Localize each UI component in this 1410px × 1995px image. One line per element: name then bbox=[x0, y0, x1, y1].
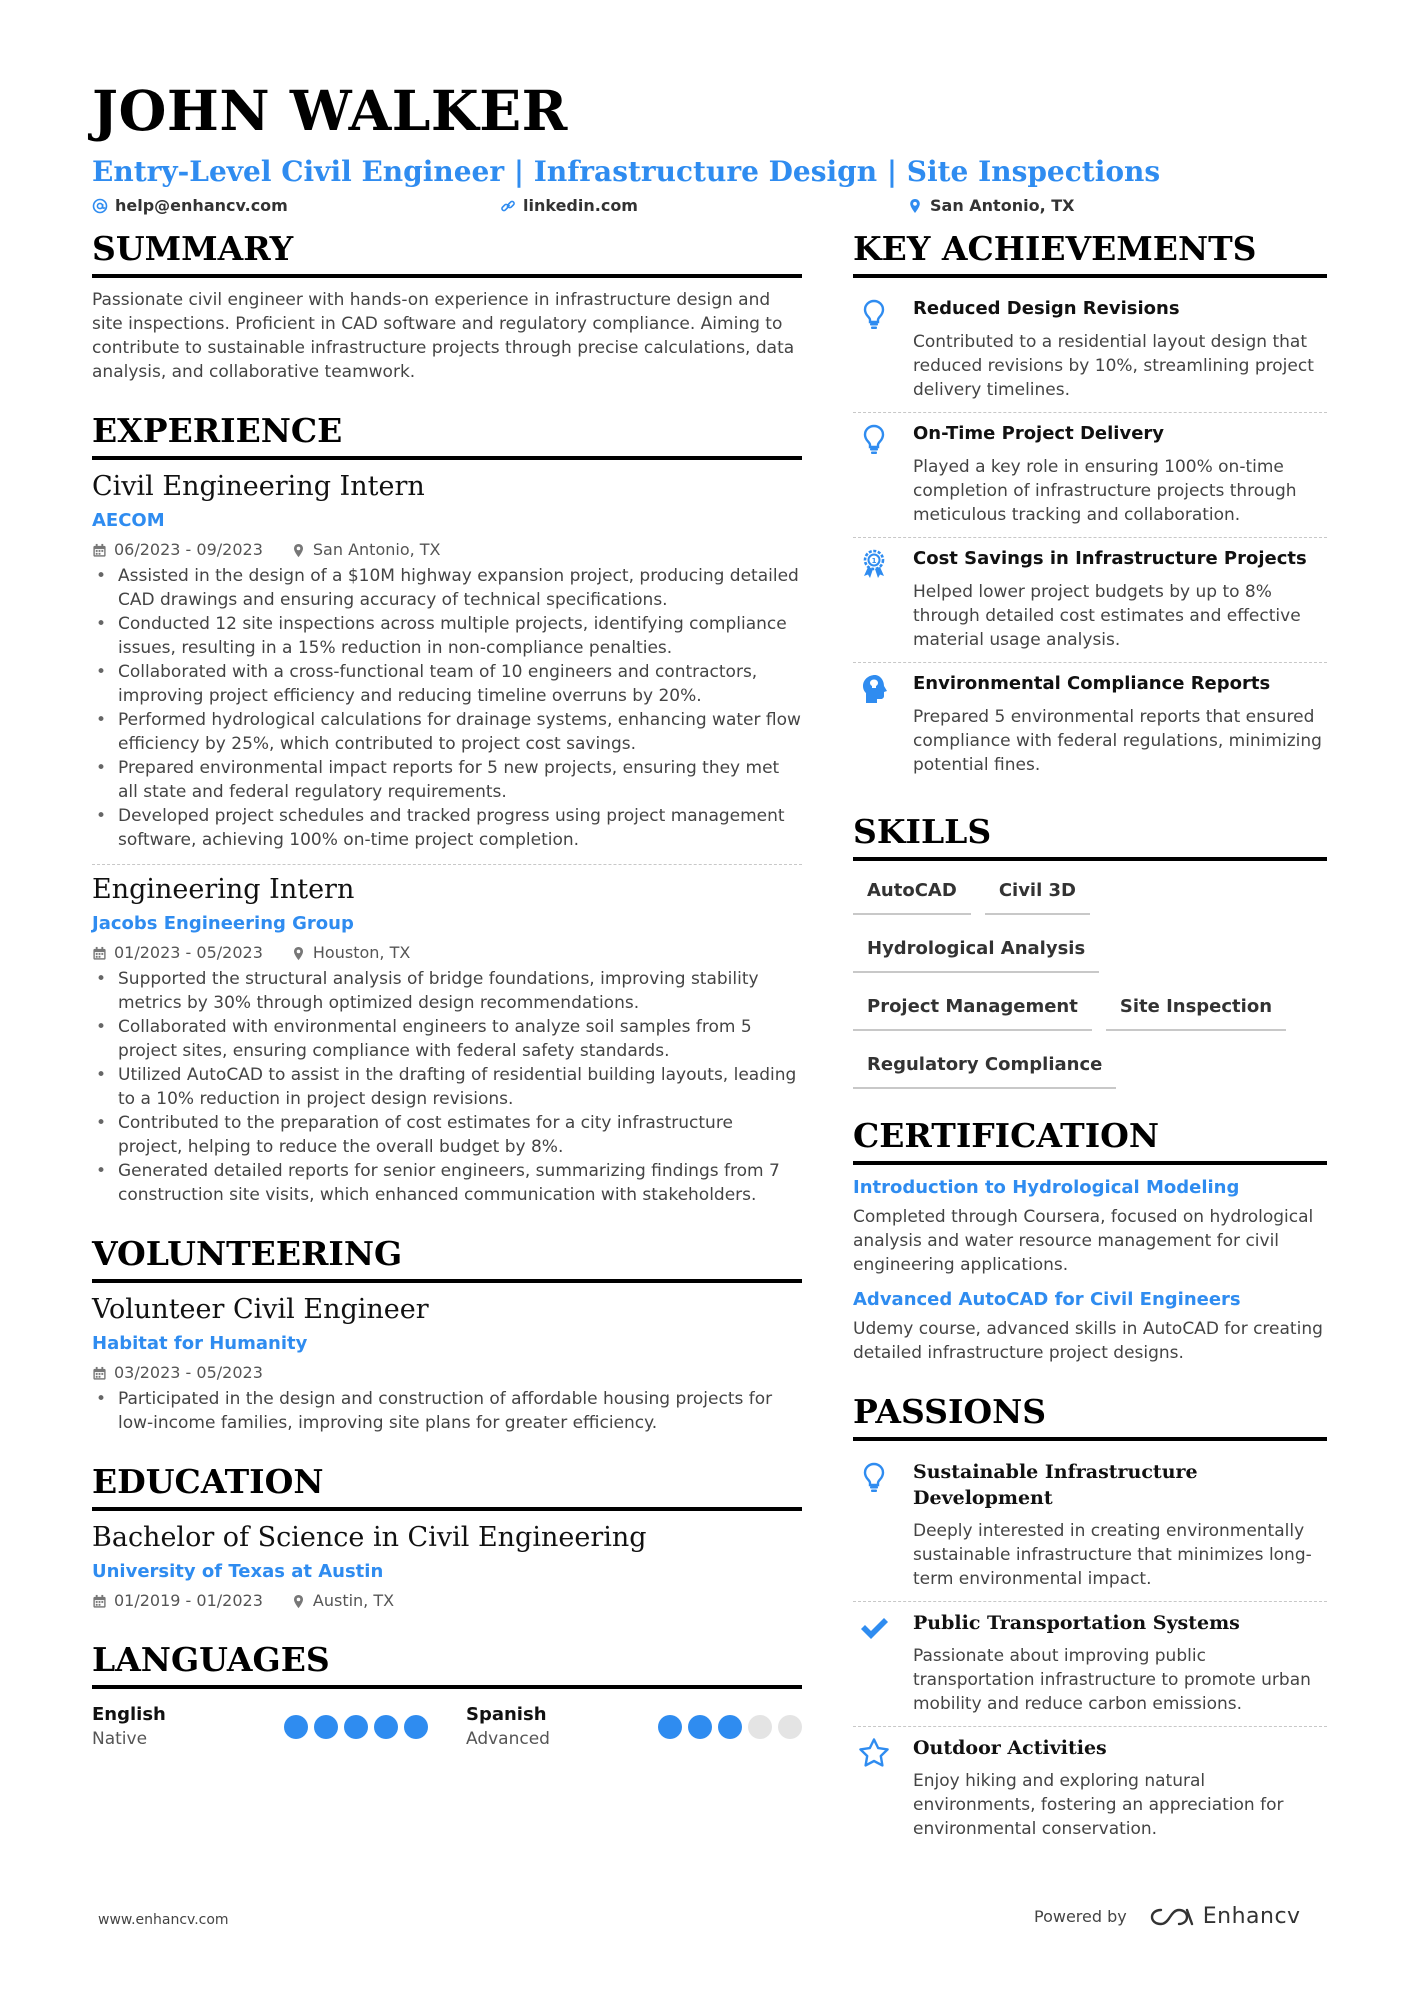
passion-item bbox=[853, 1601, 1327, 1726]
rating-dot-filled bbox=[658, 1715, 682, 1739]
achievement-desc: Played a key role in ensuring 100% on-time completion of infrastructure projects through meticulous tracking and collaboration. bbox=[913, 457, 1297, 525]
job-title: Civil Engineering Intern bbox=[92, 471, 425, 502]
passion-item bbox=[853, 1726, 1327, 1851]
passion-desc: Deeply interested in creating environmentally sustainable infrastructure that minimizes long-term environmental impact. bbox=[913, 1521, 1312, 1589]
entry-divider bbox=[92, 864, 802, 865]
education-meta bbox=[92, 1589, 802, 1613]
volunteer-role: Volunteer Civil Engineer bbox=[92, 1294, 429, 1325]
job-dates bbox=[92, 538, 263, 562]
job-bullet: • Collaborated with a cross-functional team of 10 engineers and contractors, improving project efficiency and reducing timeline overruns by 20%. bbox=[92, 660, 802, 708]
achievement-title: Reduced Design Revisions bbox=[913, 298, 1180, 319]
resume-header bbox=[92, 78, 1322, 222]
job-bullet: • Conducted 12 site inspections across multiple projects, identifying compliance issues, resulting in a 15% reduction in non-compliance penalties. bbox=[92, 612, 802, 660]
rating-dot-filled bbox=[314, 1715, 338, 1739]
certification-item bbox=[853, 1287, 1327, 1365]
volunteer-org: Habitat for Humanity bbox=[92, 1333, 308, 1354]
contact-location bbox=[907, 196, 1074, 215]
job-location bbox=[291, 941, 410, 965]
star-icon bbox=[858, 1737, 890, 1769]
degree-title: Bachelor of Science in Civil Engineering bbox=[92, 1522, 647, 1553]
enhancv-logo-icon bbox=[1149, 1906, 1195, 1928]
certification-section bbox=[853, 1115, 1327, 1365]
left-column bbox=[92, 228, 802, 1751]
certification-item bbox=[853, 1175, 1327, 1277]
language-name: English bbox=[92, 1704, 166, 1725]
skill-tag: Project Management bbox=[853, 987, 1092, 1031]
candidate-headline: Entry-Level Civil Engineer | Infrastructure Design | Site Inspections bbox=[92, 155, 1161, 188]
achievement-title: Cost Savings in Infrastructure Projects bbox=[913, 548, 1307, 569]
calendar-icon bbox=[92, 1594, 107, 1609]
passion-title: Outdoor Activities bbox=[913, 1737, 1107, 1759]
summary-heading: SUMMARY bbox=[92, 228, 802, 278]
lightbulb-icon bbox=[858, 298, 890, 330]
job-location-text: Houston, TX bbox=[312, 943, 411, 962]
svg-text:1: 1 bbox=[871, 557, 877, 565]
rating-dot-filled bbox=[404, 1715, 428, 1739]
language-level: Native bbox=[92, 1729, 148, 1749]
head-brain-icon bbox=[858, 673, 890, 705]
brand-name: Enhancv bbox=[1202, 1904, 1301, 1929]
volunteer-meta bbox=[92, 1361, 802, 1385]
job-meta bbox=[92, 538, 802, 562]
link-icon bbox=[500, 198, 516, 214]
checkmark-icon bbox=[858, 1612, 890, 1644]
achievement-title: On-Time Project Delivery bbox=[913, 423, 1165, 444]
footer-branding bbox=[1034, 1904, 1301, 1929]
passions-section bbox=[853, 1391, 1327, 1851]
job-dates-text: 01/2023 - 05/2023 bbox=[114, 943, 263, 962]
job-dates-text: 06/2023 - 09/2023 bbox=[114, 540, 263, 559]
contact-linkedin-text: linkedin.com bbox=[523, 196, 638, 215]
education-location-text: Austin, TX bbox=[312, 1591, 395, 1610]
contact-bar bbox=[92, 196, 1322, 222]
rating-dot-filled bbox=[688, 1715, 712, 1739]
skills-list bbox=[853, 871, 1327, 1089]
volunteer-bullet: • Participated in the design and construction of affordable housing projects for low-income families, improving site plans for greater efficiency. bbox=[92, 1387, 802, 1435]
language-rating bbox=[658, 1715, 802, 1739]
skill-tag: Regulatory Compliance bbox=[853, 1045, 1116, 1089]
job-bullet: • Utilized AutoCAD to assist in the drafting of residential building layouts, leading to a 10% reduction in project design revisions. bbox=[92, 1063, 802, 1111]
job-bullet: • Assisted in the design of a $10M highway expansion project, producing detailed CAD drawings and ensuring accuracy of technical specifications. bbox=[92, 564, 802, 612]
education-dates-text: 01/2019 - 01/2023 bbox=[114, 1591, 263, 1610]
map-pin-icon bbox=[291, 1594, 306, 1609]
education-section bbox=[92, 1461, 802, 1613]
passion-title: Public Transportation Systems bbox=[913, 1612, 1240, 1634]
contact-email-text: help@enhancv.com bbox=[115, 196, 288, 215]
languages-heading: LANGUAGES bbox=[92, 1639, 802, 1689]
achievement-desc: Helped lower project budgets by up to 8% through detailed cost estimates and effective material usage analysis. bbox=[913, 582, 1301, 650]
job-bullet: • Performed hydrological calculations for drainage systems, enhancing water flow efficiency by 25%, which contributed to project cost savings. bbox=[92, 708, 802, 756]
volunteer-bullets bbox=[92, 1387, 802, 1435]
education-heading: EDUCATION bbox=[92, 1461, 802, 1511]
lightbulb-icon bbox=[858, 1461, 890, 1493]
volunteer-dates-text: 03/2023 - 05/2023 bbox=[114, 1363, 263, 1382]
skills-heading: SKILLS bbox=[853, 811, 1327, 861]
job-bullet: • Collaborated with environmental engineers to analyze soil samples from 5 project sites, ensuring compliance with federal safety standards. bbox=[92, 1015, 802, 1063]
achievements-heading: KEY ACHIEVEMENTS bbox=[853, 228, 1327, 278]
achievement-title: Environmental Compliance Reports bbox=[913, 673, 1271, 694]
volunteer-dates bbox=[92, 1361, 263, 1385]
rating-dot-filled bbox=[374, 1715, 398, 1739]
languages-section bbox=[92, 1639, 802, 1751]
powered-by-label: Powered by bbox=[1034, 1907, 1127, 1926]
certification-title: Introduction to Hydrological Modeling bbox=[853, 1177, 1240, 1198]
rating-dot-empty bbox=[778, 1715, 802, 1739]
passions-heading: PASSIONS bbox=[853, 1391, 1327, 1441]
job-bullets bbox=[92, 564, 802, 852]
job-meta bbox=[92, 941, 802, 965]
footer-website[interactable]: www.enhancv.com bbox=[98, 1912, 229, 1928]
passion-item bbox=[853, 1451, 1327, 1601]
company-name: Jacobs Engineering Group bbox=[92, 913, 354, 934]
experience-section bbox=[92, 410, 802, 1207]
job-location bbox=[291, 538, 441, 562]
passion-desc: Passionate about improving public transportation infrastructure to promote urban mobility and reduce carbon emissions. bbox=[913, 1646, 1311, 1714]
summary-section bbox=[92, 228, 802, 384]
language-rating bbox=[284, 1715, 428, 1739]
right-column bbox=[853, 228, 1327, 1851]
skill-tag: Hydrological Analysis bbox=[853, 929, 1099, 973]
achievement-item bbox=[853, 662, 1327, 787]
job-bullet: • Developed project schedules and tracked progress using project management software, achieving 100% on-time project completion. bbox=[92, 804, 802, 852]
calendar-icon bbox=[92, 543, 107, 558]
map-pin-icon bbox=[291, 946, 306, 961]
at-sign-icon bbox=[92, 198, 108, 214]
certification-desc: Udemy course, advanced skills in AutoCAD for creating detailed infrastructure project designs. bbox=[853, 1319, 1323, 1363]
rating-dot-empty bbox=[748, 1715, 772, 1739]
languages-list bbox=[92, 1703, 802, 1751]
calendar-icon bbox=[92, 946, 107, 961]
job-title: Engineering Intern bbox=[92, 874, 355, 905]
skill-tag: Civil 3D bbox=[985, 871, 1090, 915]
language-item bbox=[92, 1703, 428, 1751]
contact-linkedin[interactable] bbox=[500, 196, 638, 215]
lightbulb-icon bbox=[858, 423, 890, 455]
achievement-item bbox=[853, 412, 1327, 537]
achievement-item bbox=[853, 288, 1327, 412]
contact-location-text: San Antonio, TX bbox=[930, 196, 1075, 215]
passion-desc: Enjoy hiking and exploring natural environments, fostering an appreciation for environmental conservation. bbox=[913, 1771, 1284, 1839]
experience-entry bbox=[92, 873, 802, 1207]
education-dates bbox=[92, 1589, 263, 1613]
achievement-desc: Prepared 5 environmental reports that ensured compliance with federal regulations, minimizing potential fines. bbox=[913, 707, 1322, 775]
volunteering-section bbox=[92, 1233, 802, 1435]
job-bullet: • Supported the structural analysis of bridge foundations, improving stability metrics by 30% through optimized design recommendations. bbox=[92, 967, 802, 1015]
education-location bbox=[291, 1589, 394, 1613]
calendar-icon bbox=[92, 1366, 107, 1381]
language-level: Advanced bbox=[466, 1729, 550, 1749]
map-pin-icon bbox=[291, 543, 306, 558]
achievement-item bbox=[853, 537, 1327, 662]
job-location-text: San Antonio, TX bbox=[312, 540, 441, 559]
rating-dot-filled bbox=[344, 1715, 368, 1739]
passion-title: Sustainable Infrastructure Development bbox=[913, 1461, 1198, 1509]
skills-section bbox=[853, 811, 1327, 1089]
experience-heading: EXPERIENCE bbox=[92, 410, 802, 460]
experience-entry bbox=[92, 470, 802, 852]
award-ribbon-icon bbox=[858, 548, 890, 580]
rating-dot-filled bbox=[284, 1715, 308, 1739]
job-bullet: • Generated detailed reports for senior engineers, summarizing findings from 7 construction site visits, which enhanced communication with stakeholders. bbox=[92, 1159, 802, 1207]
volunteering-heading: VOLUNTEERING bbox=[92, 1233, 802, 1283]
job-bullets bbox=[92, 967, 802, 1207]
map-pin-icon bbox=[907, 198, 923, 214]
job-bullet: • Contributed to the preparation of cost estimates for a city infrastructure project, helping to reduce the overall budget by 8%. bbox=[92, 1111, 802, 1159]
skill-tag: AutoCAD bbox=[853, 871, 971, 915]
certification-heading: CERTIFICATION bbox=[853, 1115, 1327, 1165]
company-name: AECOM bbox=[92, 510, 165, 531]
contact-email[interactable] bbox=[92, 196, 288, 215]
job-dates bbox=[92, 941, 263, 965]
certification-desc: Completed through Coursera, focused on hydrological analysis and water resource management for civil engineering applications. bbox=[853, 1207, 1314, 1275]
rating-dot-filled bbox=[718, 1715, 742, 1739]
language-name: Spanish bbox=[466, 1704, 547, 1725]
summary-text: Passionate civil engineer with hands-on experience in infrastructure design and site inspections. Proficient in CAD software and regulatory compliance. Aiming to contribute to sustainable infrastructure projects through precise calculations, data analysis, and collaborative teamwork. bbox=[92, 290, 795, 382]
achievement-desc: Contributed to a residential layout design that reduced revisions by 10%, streamlining project delivery timelines. bbox=[913, 332, 1314, 400]
certification-title: Advanced AutoCAD for Civil Engineers bbox=[853, 1289, 1241, 1310]
school-name: University of Texas at Austin bbox=[92, 1561, 384, 1582]
achievements-section bbox=[853, 228, 1327, 787]
skill-tag: Site Inspection bbox=[1106, 987, 1286, 1031]
candidate-name: JOHN WALKER bbox=[92, 78, 568, 143]
brand-logo[interactable] bbox=[1149, 1904, 1301, 1929]
language-item bbox=[466, 1703, 802, 1751]
job-bullet: • Prepared environmental impact reports for 5 new projects, ensuring they met all state and federal regulatory requirements. bbox=[92, 756, 802, 804]
